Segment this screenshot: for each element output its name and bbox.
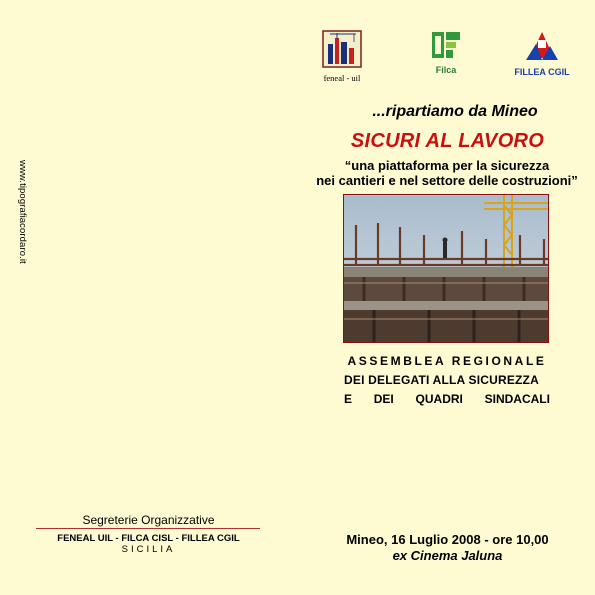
feneal-uil-logo (318, 30, 366, 83)
assembly-word: DEI (373, 392, 394, 406)
assembly-word: QUADRI (415, 392, 463, 406)
organizers-names: FENEAL UIL - FILCA CISL - FILLEA CGIL (57, 533, 240, 544)
event-venue: ex Cinema Jaluna (392, 548, 503, 563)
fillea-cgil-logo (510, 30, 574, 77)
assembly-description (344, 352, 550, 409)
filca-logo-caption: Filca (435, 65, 457, 75)
fillea-logo-caption: FILLEA CGIL (514, 67, 570, 77)
filca-emblem-icon (429, 30, 463, 60)
organizers-divider (36, 528, 260, 529)
assembly-line-1: ASSEMBLEA REGIONALE (347, 354, 547, 368)
quote-line-2: nei cantieri e nel settore delle costruzioni” (316, 173, 578, 188)
organizers-region: SICILIA (121, 544, 176, 555)
feneal-building-icon (322, 30, 362, 68)
construction-site-photo (343, 194, 549, 343)
organizers-heading: Segreterie Organizzative (82, 513, 215, 527)
scaffolding-illustration (344, 195, 549, 343)
quote-line-1: “una piattaforma per la sicurezza (344, 158, 550, 173)
assembly-line-3 (344, 390, 550, 409)
event-title: SICURI AL LAVORO (350, 130, 545, 152)
assembly-word: SINDACALI (484, 392, 550, 406)
event-subtitle-quote (300, 158, 594, 188)
event-date-time: Mineo, 16 Luglio 2008 - ore 10,00 (346, 532, 549, 547)
filca-cisl-logo (422, 30, 470, 75)
feneal-logo-caption: feneal - uil (323, 73, 361, 83)
printer-website-credit: www.tipografiacordaro.it (17, 160, 28, 264)
event-tagline: ...ripartiamo da Mineo (372, 103, 538, 120)
fillea-emblem-icon (522, 30, 562, 62)
assembly-word: E (344, 392, 353, 406)
assembly-line-2: DEI DELEGATI ALLA SICUREZZA (344, 373, 539, 387)
